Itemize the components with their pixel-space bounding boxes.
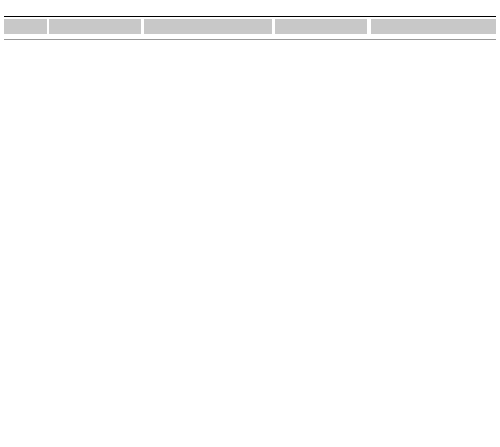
city-header — [4, 19, 48, 34]
title-rule — [4, 16, 496, 17]
group-header-residential-sold — [370, 19, 496, 34]
group-header-row — [4, 19, 496, 34]
footnote — [4, 39, 496, 61]
group-header-total-listed — [48, 19, 142, 34]
group-header-residential-listed — [274, 19, 368, 34]
land-transaction-table — [4, 19, 496, 34]
group-header-total-sold — [143, 19, 271, 34]
data-source — [4, 67, 496, 76]
table-title — [4, 3, 496, 16]
